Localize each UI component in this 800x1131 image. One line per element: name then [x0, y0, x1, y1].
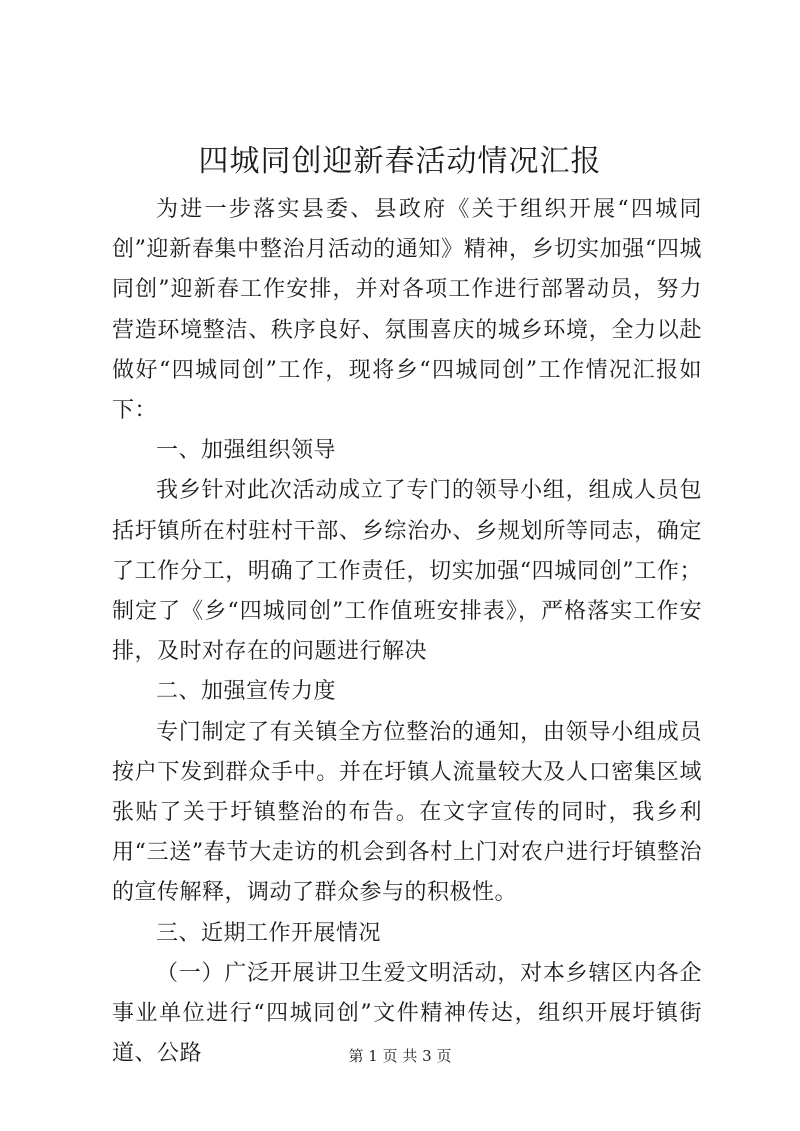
- section-heading-recent-work: 三、近期工作开展情况: [156, 920, 382, 946]
- section-heading-publicity: 二、加强宣传力度: [156, 679, 337, 705]
- organization-paragraph: 我乡针对此次活动成立了专门的领导小组，组成人员包括圩镇所在村驻村干部、乡综治办、乡规划所等同志，确定了工作分工，明确了工作责任，切实加强“四城同创”工作；制定了《乡“四城同创”工作值班安排表》，严格落实工作安排，及时对存在的问题进行解决: [112, 478, 702, 665]
- intro-paragraph: 为进一步落实县委、县政府《关于组织开展“四城同创”迎新春集中整治月活动的通知》精神，乡切实加强“四城同创”迎新春工作安排，并对各项工作进行部署动员，努力营造环境整洁、秩序良好、氛围喜庆的城乡环境，全力以赴做好“四城同创”工作，现将乡“四城同创”工作情况汇报如下：: [112, 197, 702, 424]
- document-body: [112, 190, 702, 1074]
- page-title: 四城同创迎新春活动情况汇报: [198, 144, 602, 179]
- publicity-paragraph: 专门制定了有关镇全方位整治的通知，由领导小组成员按户下发到群众手中。并在圩镇人流量较大及人口密集区域张贴了关于圩镇整治的布告。在文字宣传的同时，我乡利用“三送”春节大走访的机会到各村上门对农户进行圩镇整治的宣传解释，调动了群众参与的积极性。: [112, 719, 702, 906]
- page-footer: 第 1 页 共 3 页: [348, 1047, 452, 1065]
- section-heading-organization: 一、加强组织领导: [156, 438, 337, 464]
- recent-work-paragraph: （一）广泛开展讲卫生爱文明活动，对本乡辖区内各企事业单位进行“四城同创”文件精神传达，组织开展圩镇街道、公路: [112, 960, 702, 1067]
